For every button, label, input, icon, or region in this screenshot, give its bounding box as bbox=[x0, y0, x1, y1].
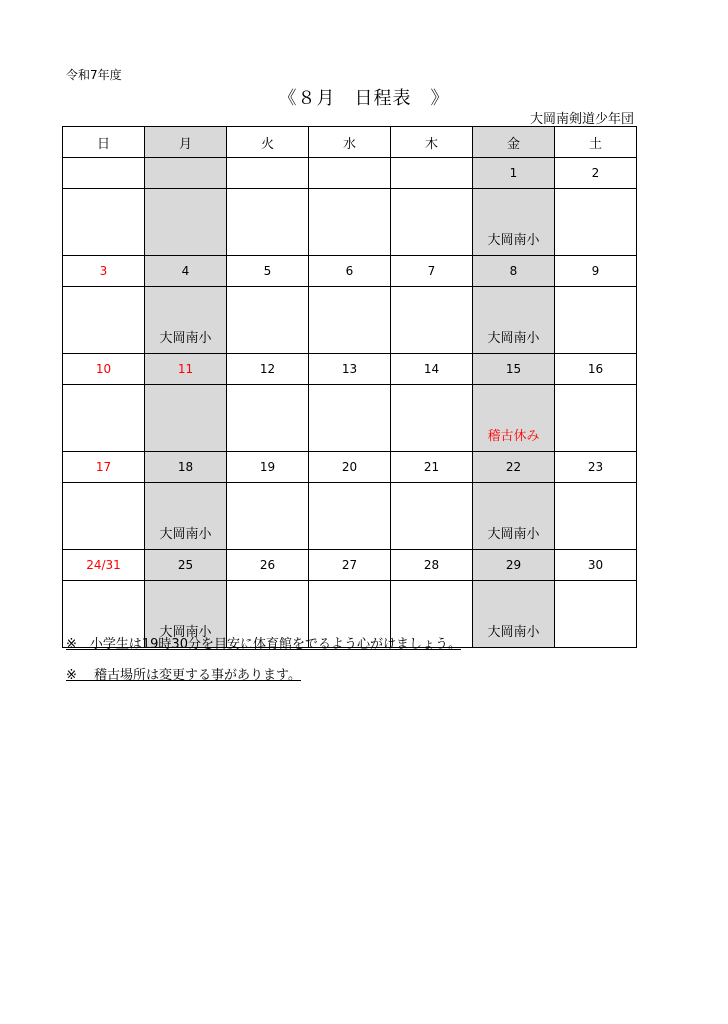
weekday-wed: 水 bbox=[309, 127, 391, 158]
fiscal-year-label: 令和7年度 bbox=[66, 68, 122, 82]
date-cell: 2 bbox=[555, 158, 637, 189]
date-cell: 3 bbox=[63, 256, 145, 287]
note-cell bbox=[227, 189, 309, 256]
note-cell bbox=[309, 385, 391, 452]
note-cell: 大岡南小 bbox=[473, 483, 555, 550]
date-cell: 24/31 bbox=[63, 550, 145, 581]
note-cell: 大岡南小 bbox=[473, 287, 555, 354]
note-row bbox=[63, 189, 637, 256]
date-row bbox=[63, 550, 637, 581]
date-cell bbox=[145, 158, 227, 189]
weekday-sat: 土 bbox=[555, 127, 637, 158]
date-cell: 4 bbox=[145, 256, 227, 287]
note-row bbox=[63, 483, 637, 550]
note-cell: 大岡南小 bbox=[473, 189, 555, 256]
organization-name: 大岡南剣道少年団 bbox=[529, 112, 634, 127]
date-cell bbox=[391, 158, 473, 189]
date-cell: 18 bbox=[145, 452, 227, 483]
date-cell: 29 bbox=[473, 550, 555, 581]
note-row bbox=[63, 287, 637, 354]
note-cell bbox=[555, 189, 637, 256]
date-cell: 23 bbox=[555, 452, 637, 483]
note-cell: 大岡南小 bbox=[473, 581, 555, 648]
weekday-header-row bbox=[63, 127, 637, 158]
note-cell: 大岡南小 bbox=[145, 287, 227, 354]
note-cell bbox=[63, 483, 145, 550]
date-cell: 25 bbox=[145, 550, 227, 581]
note-cell bbox=[555, 581, 637, 648]
footnote: ※ 稽古場所は変更する事があります。 bbox=[66, 668, 301, 683]
note-cell bbox=[227, 385, 309, 452]
schedule-calendar bbox=[62, 126, 637, 648]
footnotes bbox=[66, 633, 461, 695]
note-cell bbox=[227, 287, 309, 354]
date-cell: 30 bbox=[555, 550, 637, 581]
date-cell: 14 bbox=[391, 354, 473, 385]
date-cell: 1 bbox=[473, 158, 555, 189]
date-cell: 19 bbox=[227, 452, 309, 483]
date-row bbox=[63, 354, 637, 385]
note-cell bbox=[555, 483, 637, 550]
date-cell: 27 bbox=[309, 550, 391, 581]
note-cell bbox=[555, 287, 637, 354]
date-cell: 22 bbox=[473, 452, 555, 483]
note-cell bbox=[309, 287, 391, 354]
date-cell: 8 bbox=[473, 256, 555, 287]
page-title: 《８月 日程表 》 bbox=[278, 88, 450, 109]
note-cell: 大岡南小 bbox=[145, 581, 227, 648]
note-cell bbox=[309, 483, 391, 550]
weekday-mon: 月 bbox=[145, 127, 227, 158]
date-cell bbox=[227, 158, 309, 189]
weekday-thu: 木 bbox=[391, 127, 473, 158]
note-cell bbox=[309, 189, 391, 256]
date-cell: 13 bbox=[309, 354, 391, 385]
note-cell: 大岡南小 bbox=[145, 483, 227, 550]
note-cell: 稽古休み bbox=[473, 385, 555, 452]
note-cell bbox=[391, 483, 473, 550]
date-row bbox=[63, 158, 637, 189]
date-cell bbox=[63, 158, 145, 189]
note-cell bbox=[227, 483, 309, 550]
date-cell: 26 bbox=[227, 550, 309, 581]
date-cell: 6 bbox=[309, 256, 391, 287]
date-cell: 15 bbox=[473, 354, 555, 385]
date-cell: 12 bbox=[227, 354, 309, 385]
date-cell: 10 bbox=[63, 354, 145, 385]
note-cell bbox=[555, 385, 637, 452]
note-cell bbox=[63, 385, 145, 452]
note-cell bbox=[63, 287, 145, 354]
note-cell bbox=[145, 385, 227, 452]
date-cell: 17 bbox=[63, 452, 145, 483]
note-cell bbox=[391, 385, 473, 452]
note-cell bbox=[391, 287, 473, 354]
date-cell: 9 bbox=[555, 256, 637, 287]
weekday-tue: 火 bbox=[227, 127, 309, 158]
date-cell: 5 bbox=[227, 256, 309, 287]
note-cell bbox=[63, 189, 145, 256]
date-row bbox=[63, 452, 637, 483]
date-cell: 7 bbox=[391, 256, 473, 287]
date-row bbox=[63, 256, 637, 287]
weekday-fri: 金 bbox=[473, 127, 555, 158]
note-row bbox=[63, 385, 637, 452]
date-cell: 21 bbox=[391, 452, 473, 483]
date-cell: 11 bbox=[145, 354, 227, 385]
footnote: ※ 小学生は19時30分を目安に体育館をでるよう心がけましょう。 bbox=[66, 637, 461, 652]
date-cell: 16 bbox=[555, 354, 637, 385]
date-cell bbox=[309, 158, 391, 189]
weekday-sun: 日 bbox=[63, 127, 145, 158]
date-cell: 20 bbox=[309, 452, 391, 483]
note-cell bbox=[145, 189, 227, 256]
date-cell: 28 bbox=[391, 550, 473, 581]
note-cell bbox=[391, 189, 473, 256]
